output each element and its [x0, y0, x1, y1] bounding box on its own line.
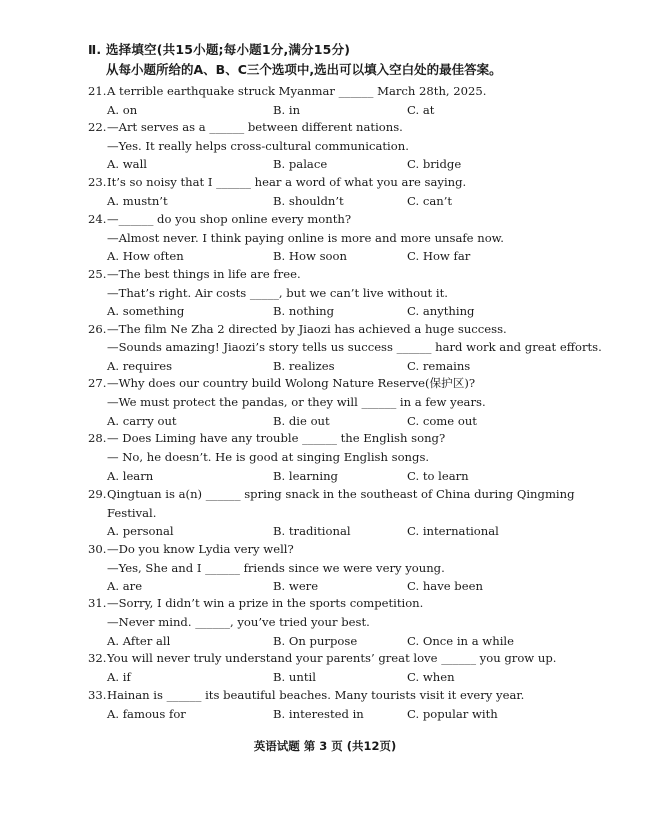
- question-stem-line: —Why does our country build Wolong Nature Reserve(保护区)?: [107, 376, 476, 390]
- answer-option-c: C. when: [407, 670, 455, 684]
- answer-option-a: A. are: [107, 579, 143, 593]
- question-number: 24.: [88, 212, 107, 226]
- section-title: Ⅱ. 选择填空(共15小题;每小题1分,满分15分): [88, 42, 351, 57]
- question-stem-line: — Does Liming have any trouble ______ the English song?: [107, 431, 446, 445]
- question-stem-line: —Yes, She and I ______ friends since we were very young.: [107, 561, 445, 575]
- question-stem-line: A terrible earthquake struck Myanmar ______ March 28th, 2025.: [107, 84, 487, 98]
- answer-option-a: A. carry out: [107, 414, 177, 428]
- question-number: 26.: [88, 322, 107, 336]
- question-stem-line: Festival.: [107, 506, 157, 520]
- question-stem-line: It’s so noisy that I ______ hear a word of what you are saying.: [107, 175, 467, 189]
- question-stem-line: —Art serves as a ______ between different nations.: [107, 120, 403, 134]
- answer-option-a: A. personal: [107, 524, 174, 538]
- answer-option-b: B. interested in: [273, 707, 364, 721]
- answer-option-a: A. on: [107, 103, 138, 117]
- answer-option-c: C. anything: [407, 304, 475, 318]
- question-stem-line: —The film Ne Zha 2 directed by Jiaozi has achieved a huge success.: [107, 322, 507, 336]
- answer-option-a: A. wall: [107, 157, 147, 171]
- page-footer: 英语试题 第 3 页 (共12页): [253, 739, 397, 753]
- answer-option-c: C. remains: [407, 359, 471, 373]
- question-number: 33.: [88, 688, 107, 702]
- answer-option-a: A. famous for: [107, 707, 186, 721]
- question-number: 28.: [88, 431, 107, 445]
- question-stem-line: —______ do you shop online every month?: [107, 212, 352, 226]
- answer-option-b: B. learning: [273, 469, 338, 483]
- answer-option-b: B. until: [273, 670, 316, 684]
- answer-option-c: C. How far: [407, 249, 471, 263]
- answer-option-b: B. in: [273, 103, 301, 117]
- answer-option-a: A. learn: [107, 469, 154, 483]
- question-stem-line: —The best things in life are free.: [107, 267, 301, 281]
- question-stem-line: Hainan is ______ its beautiful beaches. Many tourists visit it every year.: [107, 688, 525, 702]
- answer-option-b: B. realizes: [273, 359, 335, 373]
- answer-option-b: B. were: [273, 579, 319, 593]
- answer-option-c: C. come out: [407, 414, 477, 428]
- answer-option-a: A. if: [107, 670, 131, 684]
- answer-option-c: C. international: [407, 524, 499, 538]
- answer-option-b: B. traditional: [273, 524, 351, 538]
- answer-option-c: C. popular with: [407, 707, 498, 721]
- answer-option-b: B. palace: [273, 157, 328, 171]
- answer-option-a: A. something: [107, 304, 185, 318]
- question-stem-line: —Almost never. I think paying online is more and more unsafe now.: [107, 231, 504, 245]
- answer-option-c: C. at: [407, 103, 435, 117]
- question-number: 32.: [88, 651, 107, 665]
- answer-option-c: C. bridge: [407, 157, 462, 171]
- answer-option-c: C. have been: [407, 579, 483, 593]
- answer-option-b: B. On purpose: [273, 634, 358, 648]
- question-number: 25.: [88, 267, 107, 281]
- answer-option-b: B. nothing: [273, 304, 335, 318]
- answer-option-a: A. mustn’t: [107, 194, 168, 208]
- answer-option-c: C. can’t: [407, 194, 453, 208]
- question-number: 22.: [88, 120, 107, 134]
- question-stem-line: —That’s right. Air costs _____, but we can’t live without it.: [107, 286, 448, 300]
- answer-option-b: B. How soon: [273, 249, 347, 263]
- answer-option-b: B. shouldn’t: [273, 194, 344, 208]
- question-stem-line: —Never mind. ______, you’ve tried your best.: [107, 615, 370, 629]
- question-stem-line: — No, he doesn’t. He is good at singing English songs.: [107, 450, 430, 464]
- question-number: 27.: [88, 376, 107, 390]
- question-stem-line: —Yes. It really helps cross-cultural communication.: [107, 139, 409, 153]
- question-stem-line: —Sorry, I didn’t win a prize in the sports competition.: [107, 596, 424, 610]
- answer-option-a: A. After all: [107, 634, 171, 648]
- answer-option-a: A. How often: [107, 249, 184, 263]
- answer-option-c: C. Once in a while: [407, 634, 514, 648]
- question-stem-line: You will never truly understand your parents’ great love ______ you grow up.: [107, 651, 557, 665]
- question-number: 23.: [88, 175, 107, 189]
- answer-option-b: B. die out: [273, 414, 330, 428]
- answer-option-c: C. to learn: [407, 469, 469, 483]
- question-stem-line: —Do you know Lydia very well?: [107, 542, 294, 556]
- answer-option-a: A. requires: [107, 359, 173, 373]
- question-stem-line: —We must protect the pandas, or they will ______ in a few years.: [107, 395, 486, 409]
- question-number: 31.: [88, 596, 107, 610]
- question-stem-line: Qingtuan is a(n) ______ spring snack in the southeast of China during Qingming: [107, 487, 575, 501]
- question-number: 30.: [88, 542, 107, 556]
- question-number: 21.: [88, 84, 107, 98]
- section-instruction: 从每小题所给的A、B、C三个选项中,选出可以填入空白处的最佳答案。: [106, 62, 502, 77]
- question-number: 29.: [88, 487, 107, 501]
- question-stem-line: —Sounds amazing! Jiaozi’s story tells us success ______ hard work and great efforts.: [107, 340, 602, 354]
